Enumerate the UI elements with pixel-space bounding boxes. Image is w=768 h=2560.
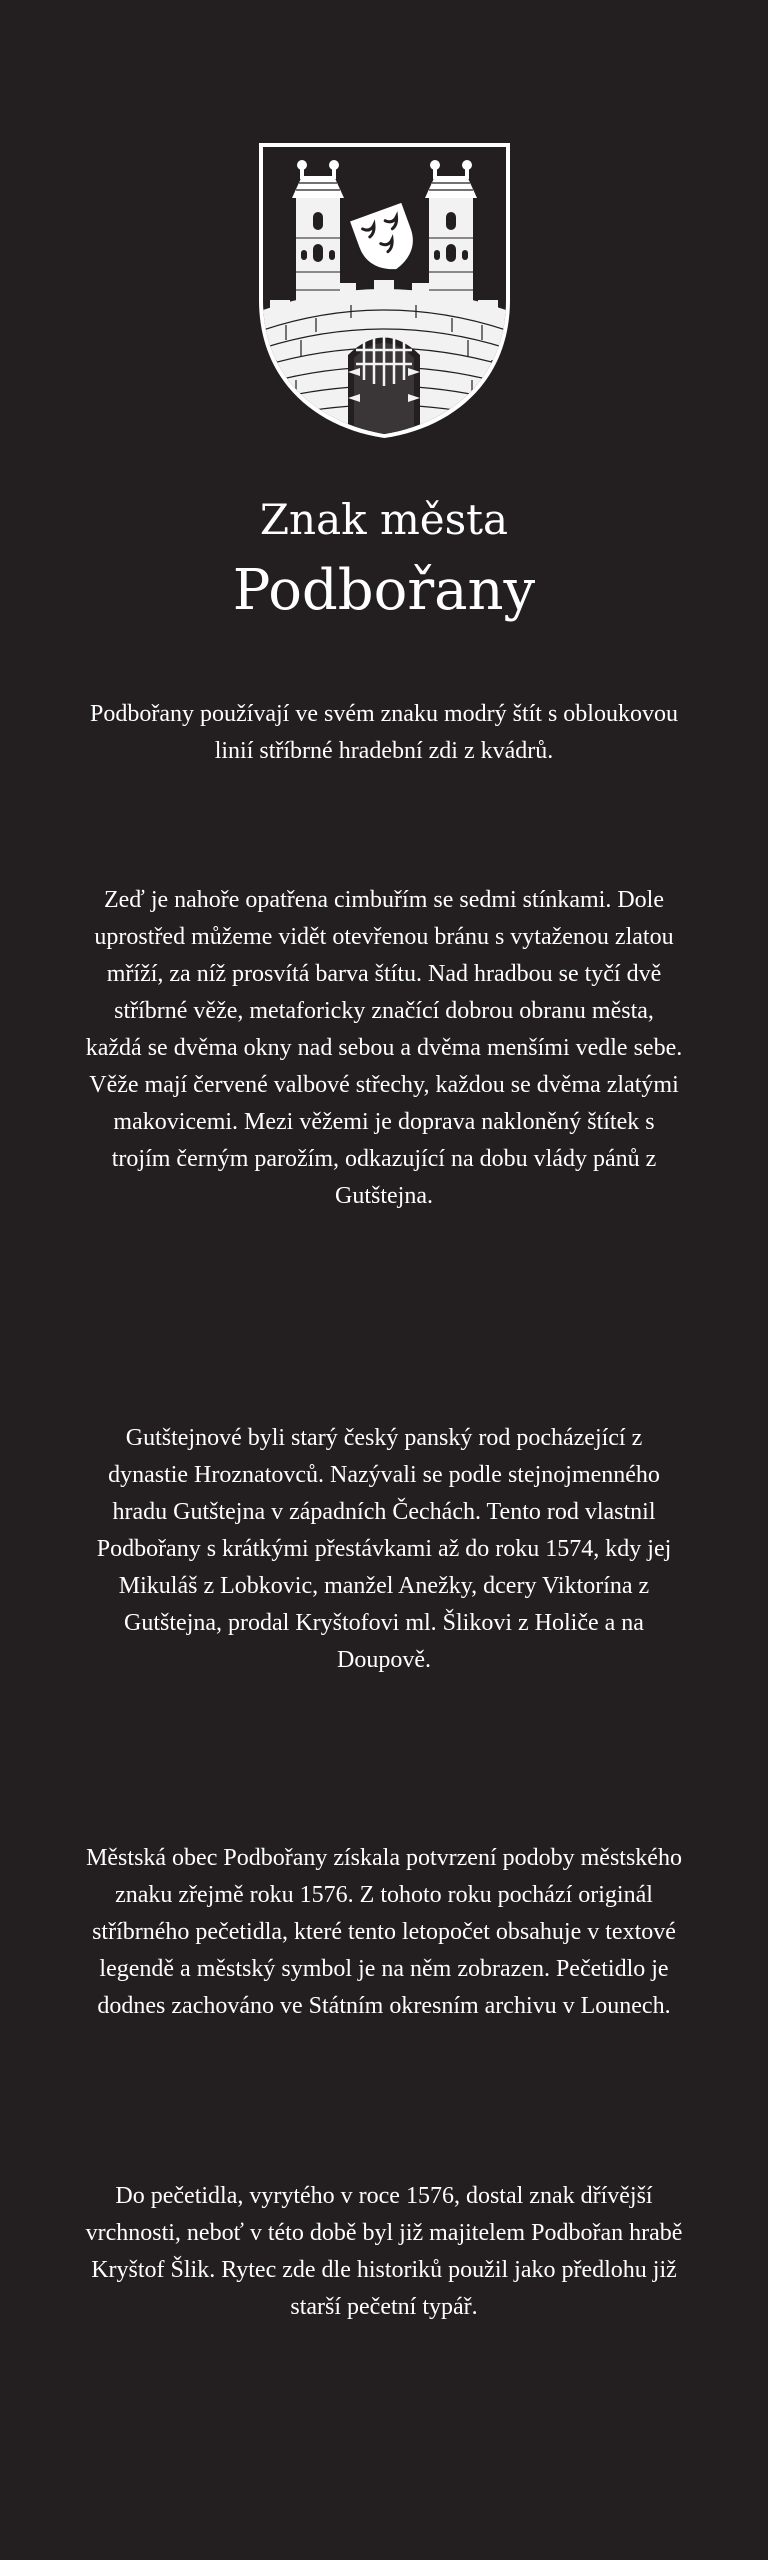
page-title-line1: Znak města	[259, 495, 509, 544]
paragraph-5: Do pečetidla, vyrytého v roce 1576, dostal znak dřívější vrchnosti, neboť v této době byl již majitelem Podbořan hrabě Kryštof Šlik. Rytec zde dle historiků použil jako předlohu již starší pečetní typář.	[85, 2183, 683, 2320]
paragraph-4: Městská obec Podbořany získala potvrzení podoby městského znaku zřejmě roku 1576. Z tohoto roku pochází originál stříbrného pečetidla, které tento letopočet obsahuje v textové legendě a městský symbol je na něm zobrazen. Pečetidlo je dodnes zachováno ve Státním okresním archivu v Lounech.	[86, 1845, 682, 2019]
page-title-line2: Podbořany	[232, 558, 536, 623]
paragraph-1: Podbořany používají ve svém znaku modrý štít s obloukovou linií stříbrné hradební zdi z kvádrů.	[90, 701, 678, 764]
coat-of-arms-icon	[256, 140, 513, 440]
paragraph-3: Gutštejnové byli starý český panský rod pocházející z dynastie Hroznatovců. Nazývali se podle stejnojmenného hradu Gutštejna v západních Čechách. Tento rod vlastnil Podbořany s krátkými přestávkami až do roku 1574, kdy jej Mikuláš z Lobkovic, manžel Anežky, dcery Viktorína z Gutštejna, prodal Kryštofovi ml. Šlikovi z Holiče a na Doupově.	[96, 1425, 672, 1673]
paragraph-2: Zeď je nahoře opatřena cimbuřím se sedmi stínkami. Dole uprostřed můžeme vidět otevřenou bránu s vytaženou zlatou mříží, za níž prosvítá barva štítu. Nad hradbou se tyčí dvě stříbrné věže, metaforicky značící dobrou obranu města, každá se dvěma okny nad sebou a dvěma menšími vedle sebe. Věže mají červené valbové střechy, každou se dvěma zlatými makovicemi. Mezi věžemi je doprava nakloněný štítek s trojím černým parožím, odkazující na dobu vlády pánů z Gutštejna.	[85, 887, 683, 1209]
